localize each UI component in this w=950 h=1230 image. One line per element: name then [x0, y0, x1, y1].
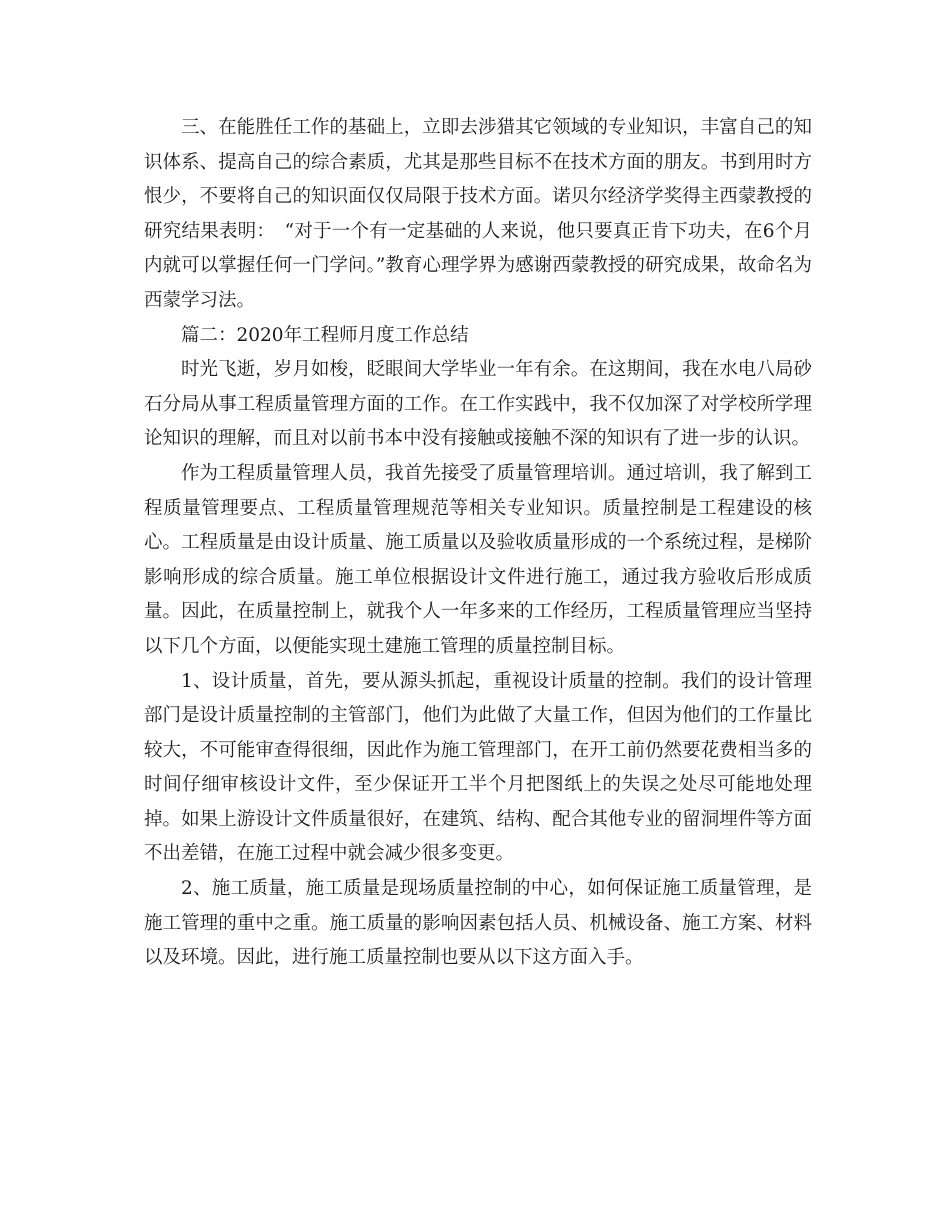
paragraph-construction-quality: 2、施工质量，施工质量是现场质量控制的中心，如何保证施工质量管理，是施工管理的重中之重。施工质量的影响因素包括人员、机械设备、施工方案、材料以及环境。因此，进行施工质量控制也要从以下这方面入手。 — [144, 878, 812, 969]
section-heading: 篇二：2020年工程师月度工作总结 — [181, 324, 469, 346]
paragraph-design-quality: 1、设计质量，首先，要从源头抓起，重视设计质量的控制。我们的设计管理部门是设计质量控制的主管部门，他们为此做了大量工作，但因为他们的工作量比较大，不可能审查得很细，因此作为施工管理部门，在开工前仍然要花费相当多的时间仔细审核设计文件，至少保证开工半个月把图纸上的失误之处尽可能地处理掉。如果上游设计文件质量很好，在建筑、结构、配合其他专业的留洞埋件等方面不出差错，在施工过程中就会减少很多变更。 — [144, 670, 812, 865]
paragraph-intro: 时光飞逝，岁月如梭，眨眼间大学毕业一年有余。在这期间，我在水电八局砂石分局从事工程质量管理方面的工作。在工作实践中，我不仅加深了对学校所学理论知识的理解，而且对以前书本中没有接触或接触不深的知识有了进一步的认识。 — [144, 359, 812, 450]
paragraph-quality-management: 作为工程质量管理人员，我首先接受了质量管理培训。通过培训，我了解到工程质量管理要点、工程质量管理规范等相关专业知识。质量控制是工程建设的核心。工程质量是由设计质量、施工质量以及验收质量形成的一个系统过程，是梯阶影响形成的综合质量。施工单位根据设计文件进行施工，通过我方验收后形成质量。因此，在质量控制上，就我个人一年多来的工作经历，工程质量管理应当坚持以下几个方面，以便能实现土建施工管理的质量控制目标。 — [144, 462, 812, 657]
paragraph-learning-method: 三、在能胜任工作的基础上，立即去涉猎其它领域的专业知识，丰富自己的知识体系、提高自己的综合素质，尤其是那些目标不在技术方面的朋友。书到用时方恨少，不要将自己的知识面仅仅局限于技术方面。诺贝尔经济学奖得主西蒙教授的研究结果表明： “对于一个有一定基础的人来说，他只要真正肯下功夫，在6个月内就可以掌握任何一门学问。”教育心理学界为感谢西蒙教授的研究成果，故命名为西蒙学习法。 — [144, 117, 812, 311]
document-body — [144, 111, 812, 976]
